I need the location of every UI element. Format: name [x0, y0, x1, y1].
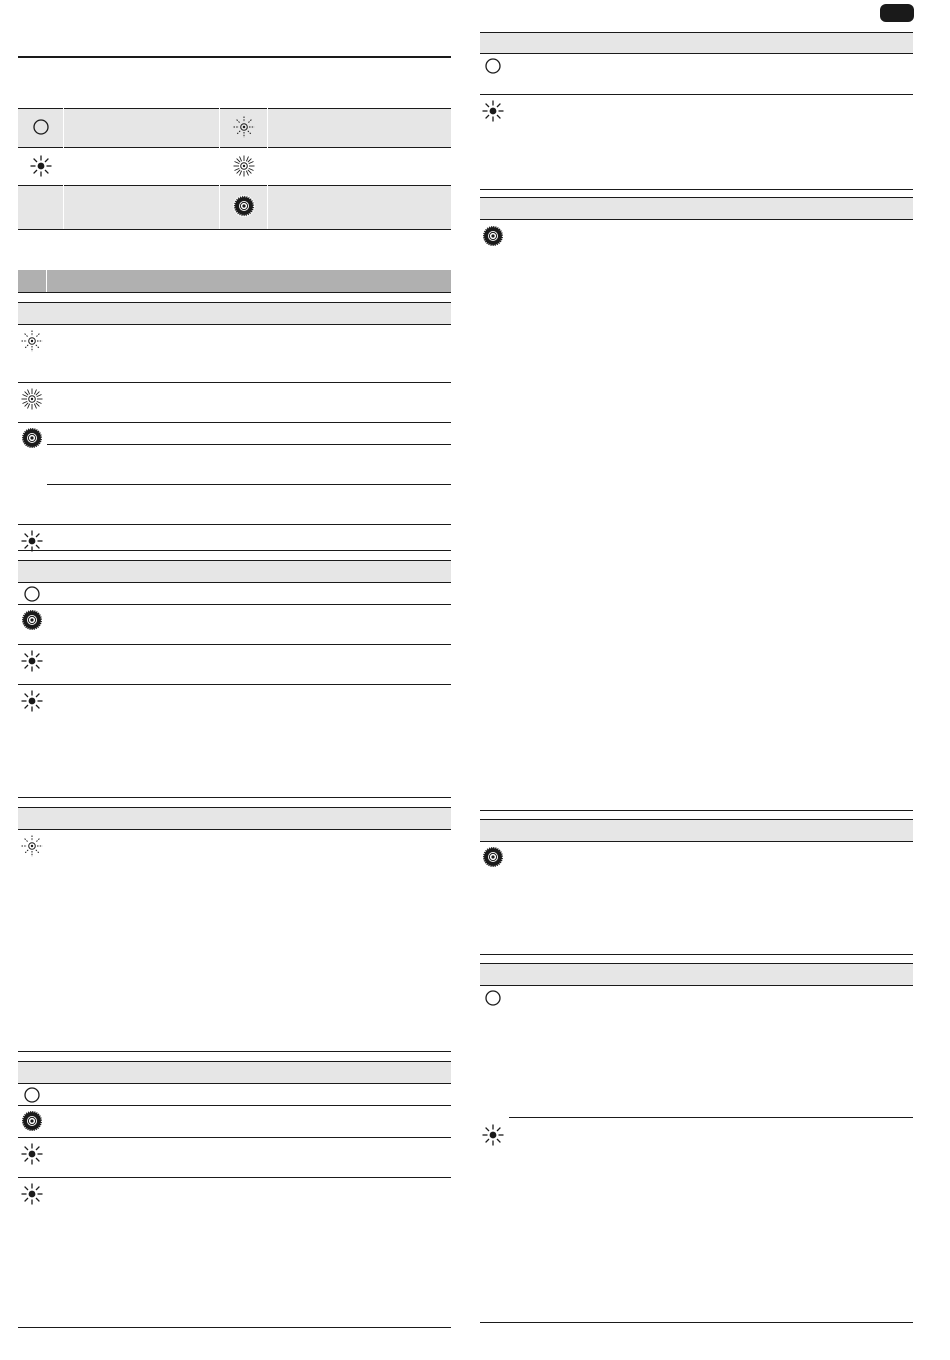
circle-outline-icon [481, 54, 505, 78]
sun-dotted-icon [232, 115, 256, 139]
sun-solid-icon [20, 649, 44, 673]
sun-dotted-icon [20, 834, 44, 858]
circle-outline-icon [20, 582, 44, 606]
sun-solid-icon [481, 1123, 505, 1147]
gear-solid-icon [481, 845, 505, 869]
circle-outline-icon [20, 1083, 44, 1107]
sun-solid-icon [29, 154, 53, 178]
gear-solid-icon [20, 1109, 44, 1133]
sun-dense-icon [20, 387, 44, 411]
gear-solid-icon [20, 426, 44, 450]
circle-outline-icon [29, 115, 53, 139]
sun-solid-icon [481, 99, 505, 123]
circle-outline-icon [481, 986, 505, 1010]
gear-solid-icon [232, 194, 256, 218]
sun-dense-icon [232, 154, 256, 178]
gear-solid-icon [481, 224, 505, 248]
sun-solid-icon [20, 1182, 44, 1206]
sun-solid-icon [20, 1142, 44, 1166]
sun-solid-icon [20, 689, 44, 713]
top-rule [18, 56, 451, 58]
language-badge [880, 4, 914, 22]
gear-solid-icon [20, 608, 44, 632]
sun-dotted-icon [20, 329, 44, 353]
